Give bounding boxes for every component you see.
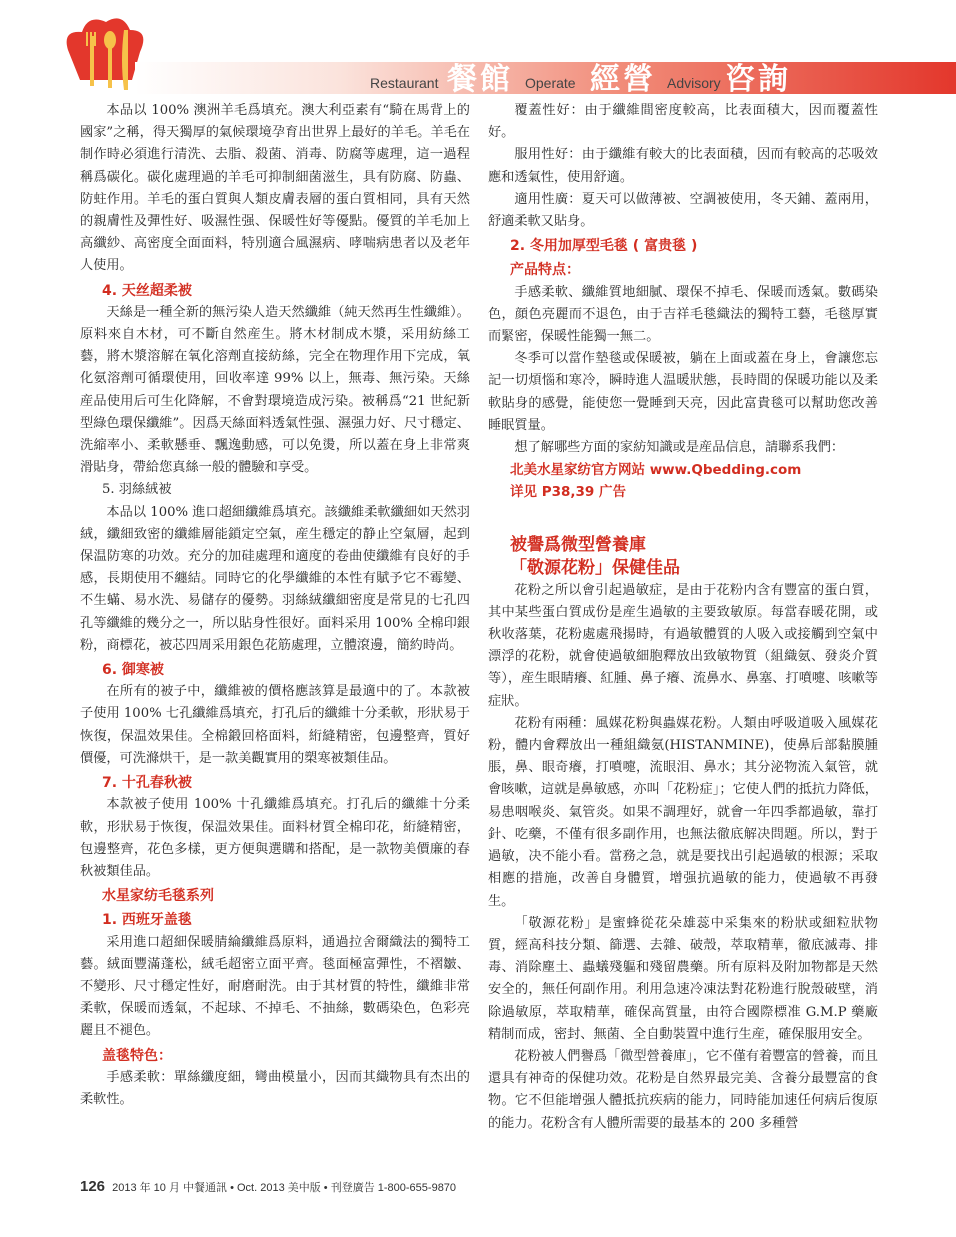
wool-quilt-paragraph: 本品以 100% 澳洲羊毛爲填充。澳大利亞素有“騎在馬背上的國家”之稱，得天獨厚的氣候環境孕育出世界上最好的羊毛。羊毛在制作時必須進行清洗、去脂、殺菌、消毒、防腐等處理，這一過程稱爲碳化。碳化處理過的羊毛可抑制細菌滋生，具有防腐、防蟲、防蛀作用。羊毛的蛋白質與人類皮膚表層的蛋白質相同，具有天然的親膚性及彈性好、吸濕性强、保暖性好等優點。優質的羊毛加上高纖紗、高密度全面面料，特別適合風濕病、哮喘病患者以及老年人使用。	[80, 103, 470, 274]
thick-blanket-heading: 2. 冬用加厚型毛毯 ( 富贵毯 )	[510, 238, 698, 255]
ten-hole-quilt-heading: 7. 十孔春秋被	[102, 775, 192, 792]
banner-en-restaurant: Restaurant	[370, 75, 439, 91]
tencel-paragraph: 天絲是一種全新的無污染人造天然纖維（純天然再生性纖維）。原料來自木材，可不斷自然産生。將木材制成木漿，采用紡絲工藝，將木漿溶解在氧化溶劑直接紡絲，完全在物理作用下完成，氧化氨溶劑可循環使用，回收率達 99% 以上，無毒、無污染。天絲産品使用后可生化降解，不會對環境造成污染。被稱爲“21 世紀新型綠色環保纖維”。因爲天絲面料透氣性强、濕强力好、尺寸穩定、洗縮率小、柔軟懸垂、飄逸動感，可以免燙，所以蓋在身上非常爽滑貼身，帶給您真絲一般的體驗和享受。	[80, 304, 470, 476]
contact-paragraph: 想了解哪些方面的家紡知識或是産品信息，請聯系我們：	[514, 440, 845, 456]
product-feature-paragraph-1: 手感柔軟、纖維質地細膩、環保不掉毛、保暖而透氣。數碼染色，顔色亮麗而不退色，由于吉祥毛毯織法的獨特工藝，毛毯厚實而緊密，保暖性能獨一無二。	[488, 284, 878, 345]
page-number: 126	[80, 1178, 106, 1195]
spain-blanket-heading: 1. 西班牙盖毯	[102, 912, 192, 929]
page-footer	[80, 1178, 456, 1195]
left-column	[80, 100, 470, 1111]
blanket-feature-heading: 盖毯特色：	[102, 1047, 172, 1064]
pollen-article-title-1: 被譽爲微型營養庫	[510, 534, 646, 555]
coverage-paragraph: 覆蓋性好：由于纖維間密度較高，比表面積大，因而覆蓋性好。	[488, 103, 878, 141]
footer-text: 2013 年 10 月 中餐通訊 • Oct. 2013 美中版 • 刊登廣告 1-800-655-9870	[112, 1182, 457, 1194]
pollen-paragraph-2: 花粉有兩種：風媒花粉與蟲媒花粉。人類由呼吸道吸入風媒花粉，體内會釋放出一種組織氨(HISTANMINE)，使鼻后部黏膜腫脹，鼻、眼奇癢，打噴嚏，流眼泪、鼻水；其分泌物流入氣管，就會咳嗽，這就是鼻敏感，亦叫「花粉症」；它使人們的抵抗力降低，易患咽喉炎、氣管炎。如果不調理好，就會一年四季都過敏，靠打針、吃藥，不僅有很多副作用，也無法徹底解决問題。所以，對于過敏，决不能小看。當務之急，就是要找出引起過敏的根源；采取相應的措施，改善自身體質，增强抗過敏的能力，使過敏不再發生。	[488, 715, 878, 909]
product-feature-heading: 产品特点：	[510, 262, 580, 279]
product-feature-paragraph-2: 冬季可以當作墊毯或保暖被，躺在上面或蓋在身上，會讓您忘記一切煩惱和寒冷，瞬時進人温暖狀態，長時間的保暖功能以及柔軟貼身的感覺，能使您一覺睡到天亮，因此富貴毯可以幫助您改善睡眠質量。	[488, 351, 878, 433]
right-column	[488, 100, 878, 1135]
pollen-paragraph-4: 花粉被人們譽爲「微型營養庫」，它不僅有着豐富的營養，而且還具有神奇的保健功效。花粉是自然界最完美、含養分最豐富的食物。它不但能增强人體抵抗疾病的能力，同時能加速任何病后復原的能力。花粉含有人體所需要的最基本的 200 多種營	[488, 1048, 878, 1131]
banner-en-operate: Operate	[525, 75, 576, 91]
banner-zh-advisory: 咨詢	[725, 62, 791, 97]
spain-blanket-paragraph: 采用進口超細保暖腈綸纖維爲原料，通過拉舍爾織法的獨特工藝。絨面豐滿蓬松，絨毛超密立面平齊。毯面極富彈性，不褶皺、不變形、尺寸穩定性好，耐磨耐洗。由于其材質的特性，纖維非常柔軟，保暖而透氣，不起球、不掉毛、不抽絲，數碼染色，色彩亮麗且不褪色。	[80, 934, 470, 1039]
down-fiber-paragraph: 本品以 100% 進口超細纖維爲填充。該纖維柔軟纖細如天然羽絨，纖細致密的纖維層能鎖定空氣，産生穩定的静止空氣層，起到保温防寒的功效。充分的加硅處理和適度的卷曲使纖維有良好的手感，長期使用不纏結。同時它的化學纖維的本性有賦予它不霉變、不生蟎、易水洗、易儲存的優勢。羽絲絨纖細密度是常見的七孔四孔等纖維的幾分之一，所以貼身性很好。面料采用 100% 全棉印銀粉，商標花，被芯四周采用銀色花筋處理，立體滾邊，簡約時尚。	[80, 504, 470, 653]
down-fiber-heading: 5. 羽絲絨被	[102, 482, 172, 498]
banner-zh-restaurant: 餐館	[447, 62, 513, 97]
winter-quilt-heading: 6. 御寒被	[102, 662, 164, 679]
soft-feel-paragraph: 手感柔軟：單絲纖度細，彎曲模量小，因而其織物具有杰出的柔軟性。	[80, 1069, 470, 1107]
banner-zh-operate: 經營	[590, 62, 656, 97]
wearability-paragraph: 服用性好：由于纖維有較大的比表面積，因而有較高的芯吸效應和透氣性，使用舒適。	[488, 147, 878, 185]
ten-hole-quilt-paragraph: 本款被子使用 100% 十孔纖維爲填充。打孔后的纖維十分柔軟，形狀易于恢復，保温效果佳。面料材質全棉印花，絎縫精密，包邊整齊，花色多樣，更方便與選購和搭配，是一款物美價廉的春秋被類佳品。	[80, 797, 470, 879]
website-link[interactable]: 北美水星家纺官方网站 www.Qbedding.com	[510, 462, 802, 479]
applicability-paragraph: 適用性廣：夏天可以做薄被、空調被使用，冬天鋪、蓋兩用，舒適柔軟又貼身。	[488, 191, 878, 230]
page-header	[0, 0, 956, 100]
section-banner	[135, 62, 956, 97]
banner-en-advisory: Advisory	[667, 75, 721, 91]
pollen-paragraph-1: 花粉之所以會引起過敏症，是由于花粉内含有豐富的蛋白質，其中某些蛋白質成份是産生過敏的主要致敏原。每當春暖花開，或秋收落葉，花粉處處飛揚時，有過敏體質的人吸入或接觸到空氣中漂浮的花粉，就會使過敏細胞釋放出致敏物質（組織氨、發炎介質等），産生眼睛癢、紅腫、鼻子癢、流鼻水、鼻塞、打噴嚏、咳嗽等症狀。	[488, 582, 878, 709]
ad-reference: 详见 P38,39 广告	[510, 484, 626, 501]
tencel-heading: 4. 天丝超柔被	[102, 282, 192, 299]
section-spacer	[488, 504, 878, 534]
winter-quilt-paragraph: 在所有的被子中，纖維被的價格應該算是最適中的了。本款被子使用 100% 七孔纖維爲填充，打孔后的纖維十分柔軟，形狀易于恢復，保温效果佳。全棉鍛回格面料，絎縫精密，包邊整齊，質好價優，可洗滌烘干，是一款美觀實用的槊寒被類佳品。	[80, 684, 470, 766]
pollen-article-title-2: 「敬源花粉」保健佳品	[510, 557, 680, 578]
pollen-paragraph-3: 「敬源花粉」是蜜蜂從花朵雄蕊中采集來的粉狀或細粒狀物質，經高科技分類、篩選、去雜、破殼，萃取精華，徹底滅毒、排毒、消除塵土、蟲蟻殘軀和殘留農藥。所有原料及附加物都是天然安全的，無任何副作用。利用急速冷凍法對花粉進行脫殼破壁，消除過敏原，萃取精華，確保高質量，由符合國際標准 G.M.P 藥廠精制而成，密封、無菌、全自動裝置中進行生産，確保服用安全。	[488, 915, 878, 1042]
blanket-series-heading: 水星家纺毛毯系列	[102, 888, 214, 905]
